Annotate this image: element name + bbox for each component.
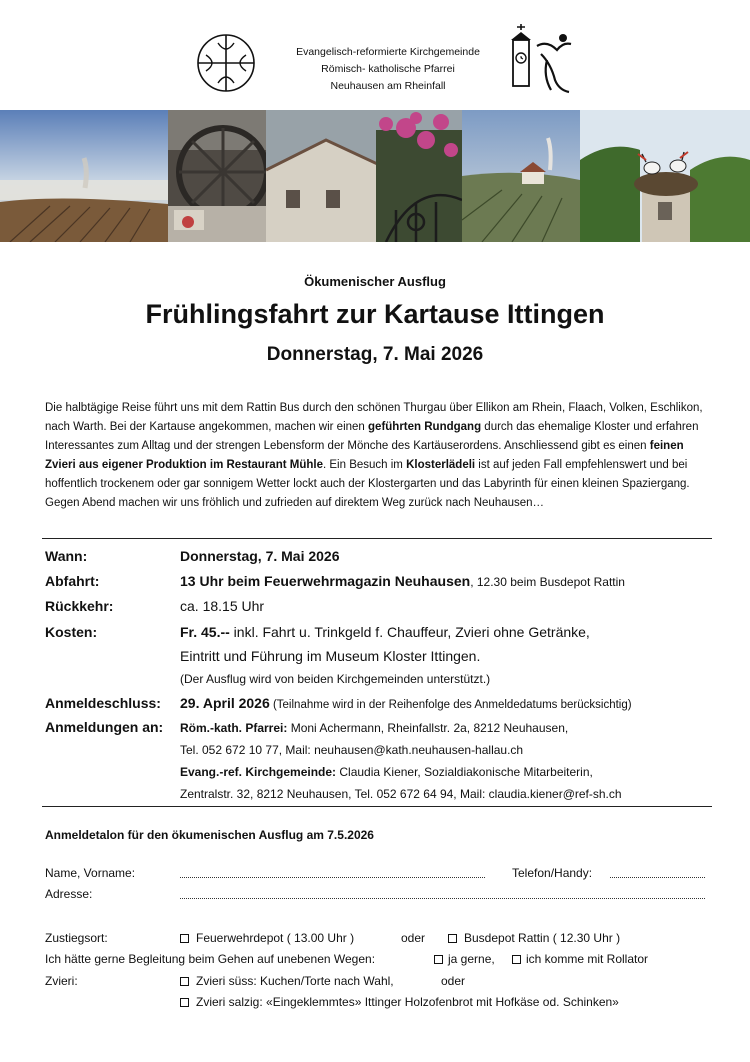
label-abfahrt: Abfahrt:	[45, 573, 100, 589]
intro-highlight-zvieri: feinen Zvieri aus eigener Produktion im Restaurant Mühle	[45, 440, 684, 471]
contact-catholic-details: Tel. 052 672 10 77, Mail: neuhausen@kath.neuhausen-hallau.ch	[180, 743, 524, 757]
value-abfahrt	[180, 573, 625, 589]
checkbox-fire-depot[interactable]	[180, 934, 189, 943]
contact-catholic	[180, 721, 568, 735]
reformed-church-cross-logo	[196, 33, 256, 93]
intro-highlight-guided-tour: geführten Rundgang	[368, 421, 482, 433]
photo-vineyard-mist	[0, 110, 168, 242]
escort-option-yes[interactable]	[434, 952, 495, 966]
contact-reformed-person: Claudia Kiener, Sozialdiakonische Mitarbeiterin,	[336, 765, 593, 779]
address-field[interactable]	[180, 898, 705, 899]
checkbox-escort-yes[interactable]	[434, 955, 443, 964]
name-field[interactable]	[180, 877, 485, 878]
label-anmeldungen: Anmeldungen an:	[45, 719, 164, 735]
address-label: Adresse:	[45, 887, 93, 901]
name-label: Name, Vorname:	[45, 866, 136, 880]
phone-label: Telefon/Handy:	[512, 866, 593, 880]
zvieri-oder: oder	[441, 974, 466, 988]
contact-reformed	[180, 765, 593, 779]
catholic-parish-logo	[507, 20, 579, 96]
intro-text-2: durch das ehemalige Kloster und erfahren Interessantes zum Alltag und der strengen Lebensform der Mönche des Kartäuserordens. Anschliessend gibt es einen	[45, 421, 699, 452]
checkbox-bus-depot[interactable]	[448, 934, 457, 943]
value-kosten	[180, 624, 590, 640]
phone-field[interactable]	[610, 877, 705, 878]
intro-highlight-shop: Klosterlädeli	[406, 459, 476, 471]
boarding-option-bus-depot-label: Busdepot Rattin ( 12.30 Uhr )	[464, 931, 621, 945]
org-reformed: Evangelisch-reformierte Kirchgemeinde	[296, 46, 480, 58]
intro-text-3: . Ein Besuch im	[322, 459, 407, 471]
divider-top	[42, 538, 712, 539]
kosten-price: Fr. 45.--	[180, 624, 230, 640]
label-kosten: Kosten:	[45, 624, 98, 640]
abfahrt-main: 13 Uhr beim Feuerwehrmagazin Neuhausen	[180, 573, 471, 589]
event-date: Donnerstag, 7. Mai 2026	[266, 344, 484, 365]
checkbox-zvieri-sweet[interactable]	[180, 977, 189, 986]
zvieri-option-sweet[interactable]	[180, 974, 394, 988]
contact-catholic-person: Moni Achermann, Rheinfallstr. 2a, 8212 Neuhausen,	[287, 721, 569, 735]
org-town: Neuhausen am Rheinfall	[330, 80, 446, 92]
photo-stork-nest	[580, 110, 750, 242]
label-rueckkehr: Rückkehr:	[45, 598, 114, 614]
wann-date: Donnerstag, 7. Mai 2026	[180, 548, 340, 564]
photo-strip	[0, 110, 750, 242]
value-rueckkehr: ca. 18.15 Uhr	[180, 598, 265, 614]
escort-question: Ich hätte gerne Begleitung beim Gehen auf unebenen Wegen:	[45, 952, 376, 966]
zvieri-option-savory-label: Zvieri salzig: «Eingeklemmtes» Ittinger Holzofenbrot mit Hofkäse od. Schinken»	[196, 995, 619, 1009]
contact-reformed-details: Zentralstr. 32, 8212 Neuhausen, Tel. 052 672 64 94, Mail: claudia.kiener@ref-sh.ch	[180, 787, 622, 801]
abfahrt-note: , 12.30 beim Busdepot Rattin	[470, 575, 625, 589]
boarding-option-fire-depot[interactable]	[180, 931, 354, 945]
value-kosten-2: Eintritt und Führung im Museum Kloster Ittingen.	[180, 648, 481, 664]
boarding-option-fire-depot-label: Feuerwehrdepot ( 13.00 Uhr )	[196, 931, 355, 945]
intro-text-1: Die halbtägige Reise führt uns mit dem Rattin Bus durch den schönen Thurgau über Ellikon am Rhein, Flaach, Volken, Eschlikon, nach Warth. Bei der Kartause angekommen, machen wir einen	[45, 402, 703, 433]
intro-text-4: ist auf jeden Fall empfehlenswert und bei hoffentlich trockenem oder gar sonnigem Wetter lockt auch der Klostergarten und das Labyrinth für einen kleinen Spaziergang. Gegen Abend machen wir uns fröhlich und zufrieden auf direktem Weg zurück nach Neuhausen…	[45, 459, 690, 509]
zvieri-option-savory[interactable]	[180, 995, 619, 1009]
event-title: Frühlingsfahrt zur Kartause Ittingen	[145, 299, 605, 329]
anmeldeschluss-date: 29. April 2026	[180, 695, 270, 711]
escort-option-rollator-label: ich komme mit Rollator	[526, 952, 649, 966]
label-wann: Wann:	[45, 548, 88, 564]
label-anmeldeschluss: Anmeldeschluss:	[45, 695, 161, 711]
boarding-label: Zustiegsort:	[45, 931, 108, 945]
org-catholic: Römisch- katholische Pfarrei	[321, 63, 455, 75]
checkbox-rollator[interactable]	[512, 955, 521, 964]
zvieri-label: Zvieri:	[45, 974, 78, 988]
contact-catholic-org: Röm.-kath. Pfarrei:	[180, 721, 288, 735]
escort-option-yes-label: ja gerne,	[448, 952, 495, 966]
divider-bottom	[42, 806, 712, 807]
value-anmeldeschluss	[180, 695, 632, 711]
zvieri-option-sweet-label: Zvieri süss: Kuchen/Torte nach Wahl,	[196, 974, 394, 988]
anmeldeschluss-note: (Teilnahme wird in der Reihenfolge des Anmeldedatums berücksichtig)	[269, 699, 632, 711]
photo-vineyard-village	[462, 110, 580, 242]
event-description	[45, 399, 715, 513]
kosten-note: (Der Ausflug wird von beiden Kirchgemeinden unterstützt.)	[180, 672, 491, 686]
photo-blossom-gate	[266, 110, 462, 242]
registration-form-title: Anmeldetalon für den ökumenischen Ausflug am 7.5.2026	[45, 828, 374, 842]
value-wann	[180, 548, 340, 564]
contact-reformed-org: Evang.-ref. Kirchgemeinde:	[180, 765, 337, 779]
organization-names	[268, 44, 508, 95]
checkbox-zvieri-savory[interactable]	[180, 998, 189, 1007]
kosten-includes: inkl. Fahrt u. Trinkgeld f. Chauffeur, Zvieri ohne Getränke,	[229, 624, 590, 640]
letterhead	[0, 0, 750, 110]
event-kicker: Ökumenischer Ausflug	[304, 274, 446, 289]
boarding-oder: oder	[401, 931, 426, 945]
photo-mill-wheel	[168, 110, 266, 242]
boarding-option-bus-depot[interactable]	[448, 931, 620, 945]
escort-option-rollator[interactable]	[512, 952, 648, 966]
